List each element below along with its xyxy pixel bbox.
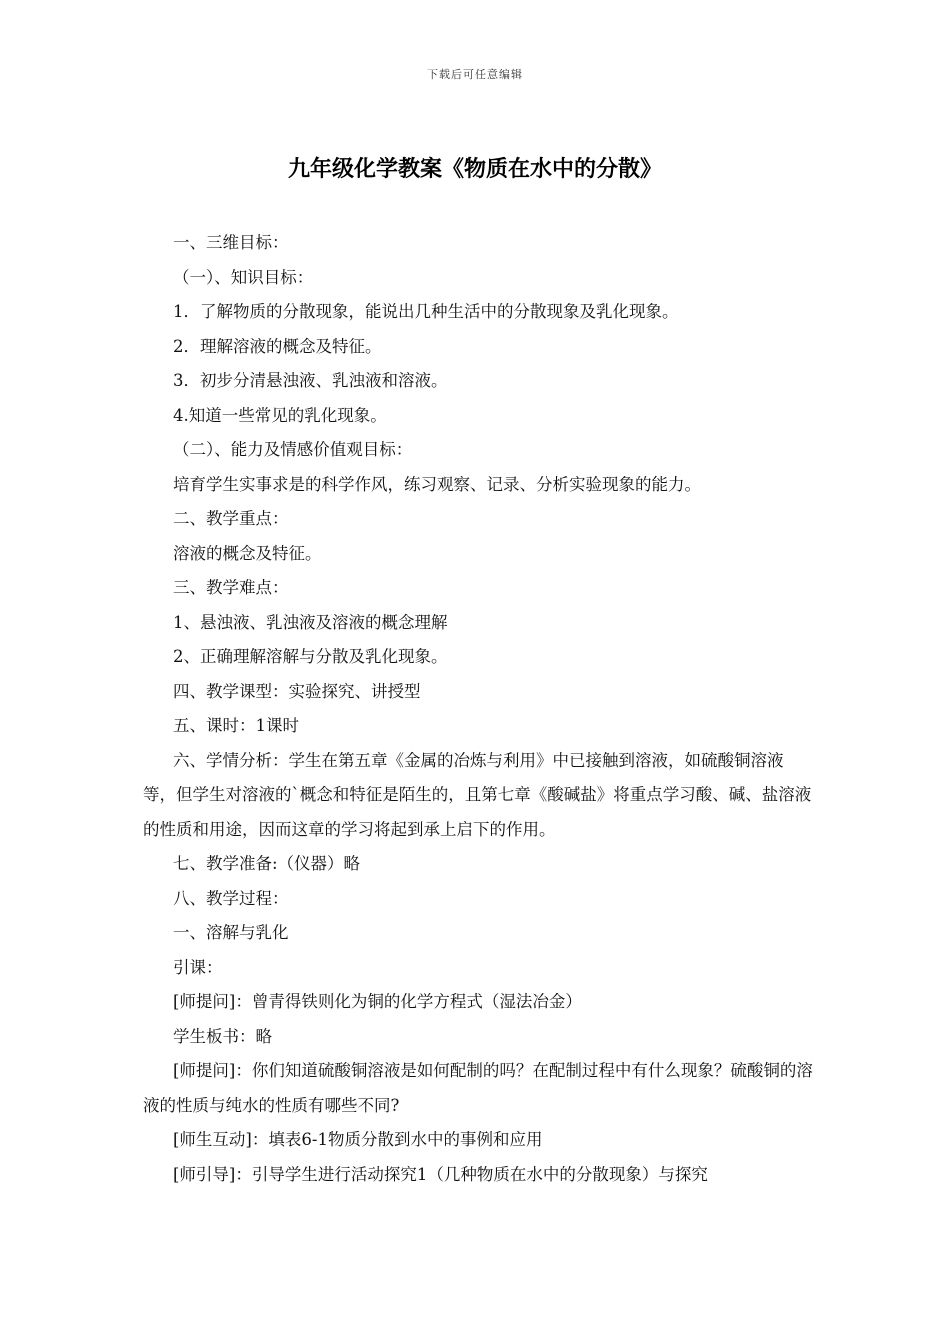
paragraph: 培育学生实事求是的科学作风，练习观察、记录、分析实验现象的能力。 xyxy=(173,474,701,494)
document-body xyxy=(143,226,813,1192)
paragraph: 溶液的概念及特征。 xyxy=(173,543,322,563)
paragraph: 六、学情分析：学生在第五章《金属的冶炼与利用》中已接触到溶液，如硫酸铜溶液等，但学生对溶液的`概念和特征是陌生的，且第七章《酸碱盐》将重点学习酸、碱、盐溶液的性质和用途，因而这章的学习将起到承上启下的作用。 xyxy=(143,750,812,839)
paragraph: 三、教学难点： xyxy=(173,578,289,597)
paragraph: [师引导]：引导学生进行活动探究1（几种物质在水中的分散现象）与探究 xyxy=(173,1164,708,1184)
paragraph: 五、课时：1课时 xyxy=(173,716,299,735)
paragraph: （二）、能力及情感价值观目标： xyxy=(173,440,413,459)
paragraph: 引课： xyxy=(173,957,223,977)
paragraph: 3．初步分清悬浊液、乳浊液和溶液。 xyxy=(173,371,448,390)
paragraph: [师提问]：你们知道硫酸铜溶液是如何配制的吗？在配制过程中有什么现象？硫酸铜的溶液的性质与纯水的性质有哪些不同? xyxy=(143,1061,813,1115)
header-note: 下载后可任意编辑 xyxy=(427,68,523,81)
paragraph: [师生互动]：填表6-1物质分散到水中的事例和应用 xyxy=(173,1130,543,1149)
paragraph: 学生板书：略 xyxy=(173,1026,272,1046)
paragraph: 一、溶解与乳化 xyxy=(173,923,289,942)
paragraph: 2．理解溶液的概念及特征。 xyxy=(173,336,382,356)
paragraph: 4.知道一些常见的乳化现象。 xyxy=(173,405,387,425)
paragraph: 1．了解物质的分散现象，能说出几种生活中的分散现象及乳化现象。 xyxy=(173,302,679,321)
paragraph: 八、教学过程： xyxy=(173,888,289,908)
paragraph: 2、正确理解溶解与分散及乳化现象。 xyxy=(173,647,448,666)
paragraph: 二、教学重点： xyxy=(173,509,289,528)
paragraph: 一、三维目标： xyxy=(173,233,289,252)
paragraph: [师提问]：曾青得铁则化为铜的化学方程式（湿法冶金） xyxy=(173,992,582,1011)
paragraph: 七、教学准备:（仪器）略 xyxy=(173,854,361,873)
paragraph: （一）、知识目标： xyxy=(173,267,314,287)
paragraph: 1、悬浊液、乳浊液及溶液的概念理解 xyxy=(173,612,448,632)
document-title: 九年级化学教案《物质在水中的分散》 xyxy=(287,157,662,182)
paragraph: 四、教学课型：实验探究、讲授型 xyxy=(173,681,421,701)
